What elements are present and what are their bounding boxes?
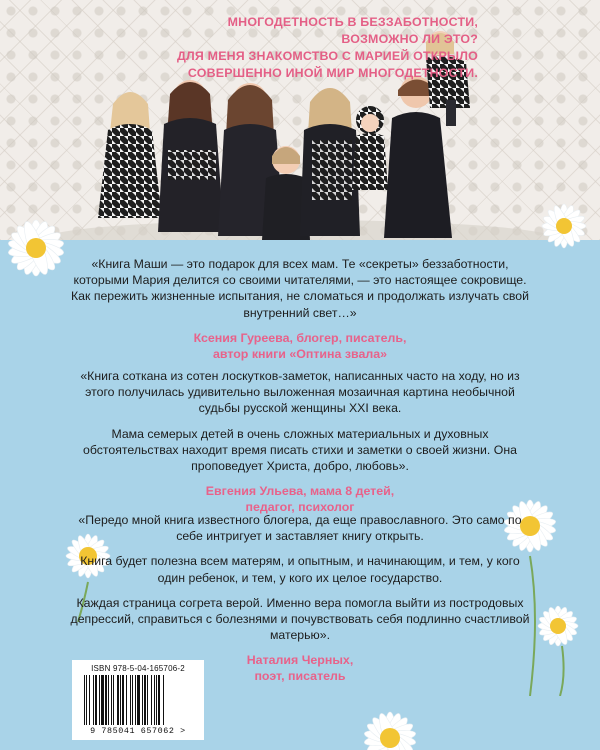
barcode-bars-icon xyxy=(82,675,194,725)
quote-paragraph: Мама семерых детей в очень сложных материальных и духовных обстоятельствах находит время писать стихи и заметки о своей жизни. Она проповедует Христа, добро, любовь». xyxy=(83,426,517,474)
headline xyxy=(48,14,478,82)
headline-line: СОВЕРШЕННО ИНОЙ МИР МНОГОДЕТНОСТИ. xyxy=(187,66,478,80)
quote-author xyxy=(70,330,530,362)
author-line: Наталия Черных, xyxy=(246,653,354,668)
author-line: Ксения Гуреева, блогер, писатель, xyxy=(193,330,407,345)
quote-paragraph: Книга будет полезна всем матерям, и опытным, и начинающим, и тем, у кого один ребенок, и тем, у кого их целое государство. xyxy=(80,554,520,585)
isbn-barcode xyxy=(72,660,204,740)
headline-line: МНОГОДЕТНОСТЬ В БЕЗЗАБОТНОСТИ, xyxy=(227,15,478,29)
author-line: автор книги «Оптина звала» xyxy=(212,346,388,361)
quote-author xyxy=(70,483,530,515)
author-line: педагог, психолог xyxy=(245,500,355,515)
quote-text xyxy=(70,256,530,321)
daisy-top-right-icon xyxy=(518,196,600,266)
author-line: Евгения Ульева, мама 8 детей, xyxy=(205,484,395,499)
quote-paragraph: Каждая страница согрета верой. Именно вера помогла выйти из постродовых депрессий, справиться с болезнями и почувствовать себя подлинно счастливой матерью». xyxy=(70,595,530,643)
review-quote-3 xyxy=(70,512,530,684)
quote-text xyxy=(70,512,530,643)
quote-paragraph: «Книга Маши — это подарок для всех мам. Те «секреты» беззаботности, которыми Мария делится со своими читателями, — это настоящее сокровище. Как пережить жизненные испытания, не сломаться и продолжать излучать свой внутренний свет…» xyxy=(71,257,529,320)
review-quote-2 xyxy=(70,368,530,515)
author-line: поэт, писатель xyxy=(254,669,346,684)
headline-line: ДЛЯ МЕНЯ ЗНАКОМСТВО С МАРИЕЙ ОТКРЫЛО xyxy=(177,49,478,63)
cover-photo xyxy=(0,0,600,240)
quote-text xyxy=(70,368,530,474)
isbn-number: ISBN 978-5-04-165706-2 xyxy=(91,664,185,673)
barcode-digits: 9 785041 657062 > xyxy=(90,726,186,736)
quote-paragraph: «Передо мной книга известного блогера, да еще православного. Это само по себе интригует и заставляет книгу открыть. xyxy=(78,513,522,544)
headline-line: ВОЗМОЖНО ЛИ ЭТО? xyxy=(341,32,478,46)
quote-paragraph: «Книга соткана из сотен лоскутков-заметок, написанных часто на ходу, но из этого получилась удивительно выложенная мозаичная картина необычной судьбы русской женщины XXI века. xyxy=(80,369,520,416)
review-quote-1 xyxy=(70,256,530,362)
daisy-bottom-icon xyxy=(330,700,450,750)
